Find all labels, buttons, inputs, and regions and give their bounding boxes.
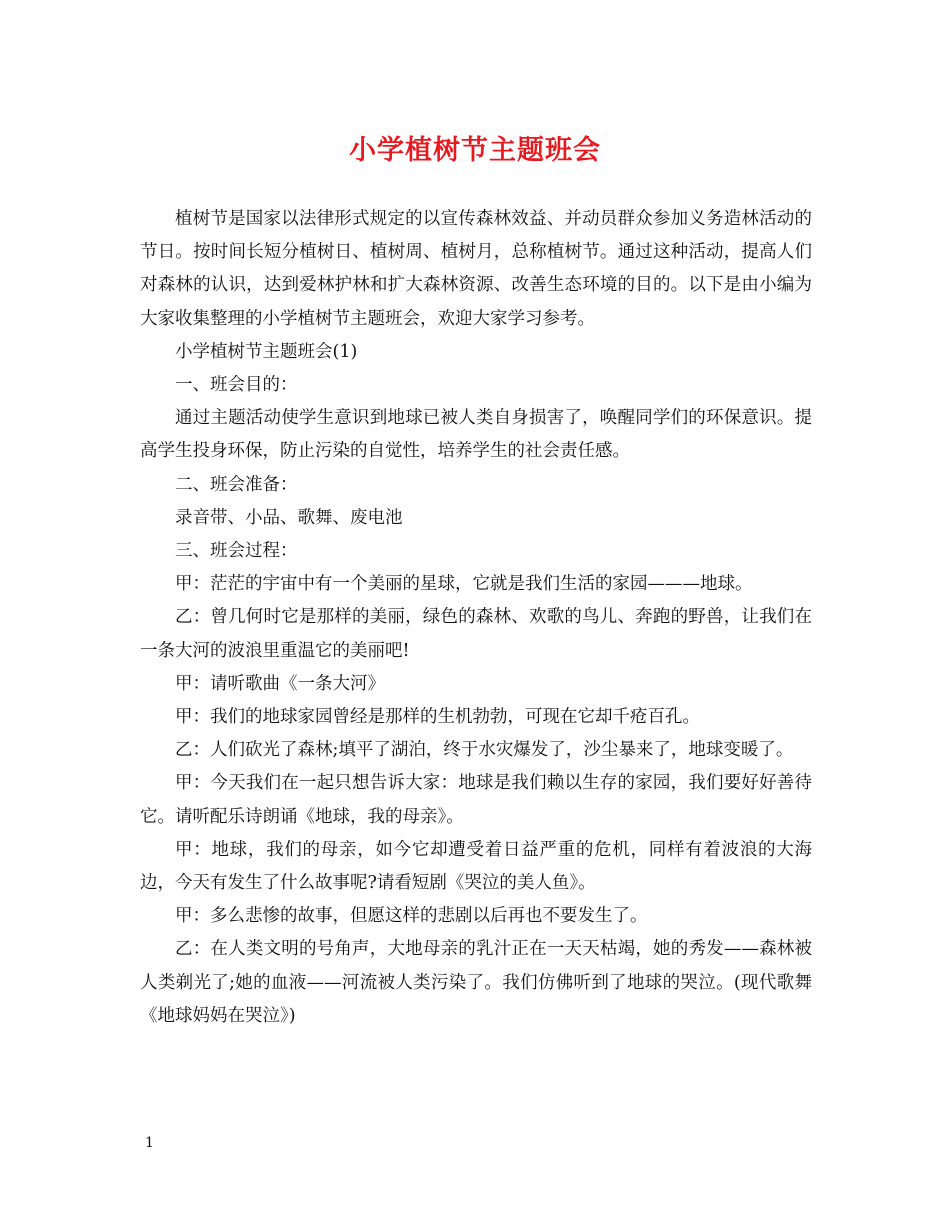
dialogue-line: 乙：曾几何时它是那样的美丽，绿色的森林、欢歌的鸟儿、奔跑的野兽，让我们在一条大河的波浪里重温它的美丽吧! <box>140 607 812 661</box>
dialogue-line: 甲：多么悲惨的故事，但愿这样的悲剧以后再也不要发生了。 <box>175 906 648 927</box>
subheading-preparation: 二、班会准备： <box>175 474 298 495</box>
dialogue-line: 甲：请听歌曲《一条大河》 <box>175 673 385 694</box>
subheading-purpose: 一、班会目的： <box>175 375 298 396</box>
dialogue-line: 甲：我们的地球家园曾经是那样的生机勃勃，可现在它却千疮百孔。 <box>175 707 700 728</box>
dialogue-line: 甲：茫茫的宇宙中有一个美丽的星球，它就是我们生活的家园———地球。 <box>175 574 753 595</box>
paragraph-purpose: 通过主题活动使学生意识到地球已被人类自身损害了，唤醒同学们的环保意识。提高学生投身环保，防止污染的自觉性，培养学生的社会责任感。 <box>140 408 812 462</box>
dialogue-line: 甲：地球，我们的母亲，如今它却遭受着日益严重的危机，同样有着波浪的大海边，今天有发生了什么故事呢?请看短剧《哭泣的美人鱼》。 <box>140 839 812 894</box>
paragraph-preparation: 录音带、小品、歌舞、废电池 <box>175 507 403 528</box>
dialogue-line: 乙：在人类文明的号角声，大地母亲的乳汁正在一天天枯竭，她的秀发——森林被人类剃光了;她的血液——河流被人类污染了。我们仿佛听到了地球的哭泣。(现代歌舞《地球妈妈在哭泣》) <box>140 939 812 1026</box>
dialogue-line: 乙：人们砍光了森林;填平了湖泊，终于水灾爆发了，沙尘暴来了，地球变暖了。 <box>175 740 794 761</box>
section-heading-1: 小学植树节主题班会(1) <box>175 341 358 362</box>
document-body <box>140 203 812 1033</box>
dialogue-line: 甲：今天我们在一起只想告诉大家：地球是我们赖以生存的家园，我们要好好善待它。请听配乐诗朗诵《地球，我的母亲》。 <box>140 773 812 827</box>
document-title: 小学植树节主题班会 <box>349 135 601 166</box>
page-number: 1 <box>145 1135 154 1151</box>
subheading-process: 三、班会过程： <box>175 541 298 562</box>
intro-paragraph: 植树节是国家以法律形式规定的以宣传森林效益、并动员群众参加义务造林活动的节日。按时间长短分植树日、植树周、植树月，总称植树节。通过这种活动，提高人们对森林的认识，达到爱林护林和扩大森林资源、改善生态环境的目的。以下是由小编为大家收集整理的小学植树节主题班会，欢迎大家学习参考。 <box>140 209 812 329</box>
